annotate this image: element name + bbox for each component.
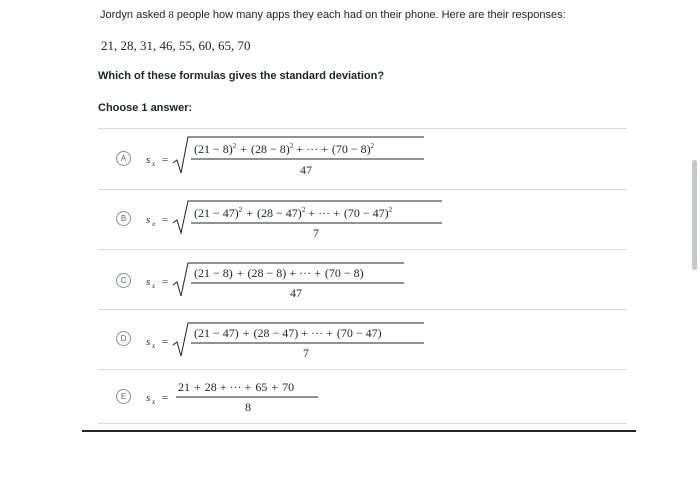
formula-c — [98, 249, 626, 309]
svg-text:(21 − 8)+(28 − 8)+ ··· +(70 − — [194, 266, 364, 280]
choice-b[interactable] — [98, 189, 626, 249]
plus-1: + — [246, 206, 254, 220]
square-2: 2 — [301, 206, 306, 214]
square-1: 2 — [238, 206, 243, 214]
lhs-equals: = — [162, 214, 169, 226]
formula-b — [98, 189, 626, 249]
formula-d — [98, 309, 626, 369]
choice-a[interactable] — [98, 129, 626, 189]
numerator-term-2: (28 − 8) — [251, 142, 290, 156]
lhs-s: s — [146, 276, 151, 288]
denominator: 7 — [313, 226, 319, 240]
square-1: 2 — [232, 142, 237, 150]
bottom-rule — [82, 430, 636, 432]
svg-text:(21 − 47)+(28 − 47)+ ··· +(70 — [194, 326, 382, 340]
question-intro — [100, 9, 566, 21]
ellipsis-terms: + ··· + — [308, 206, 340, 220]
ellipsis-terms: + ··· + — [219, 380, 252, 394]
plus-1: + — [194, 380, 201, 394]
lhs-subscript: x — [152, 220, 156, 228]
lhs-equals: = — [162, 154, 169, 166]
denominator: 47 — [300, 163, 312, 177]
denominator: 47 — [290, 286, 302, 300]
numerator-term-4: 70 — [282, 380, 295, 394]
choice-letter-c[interactable]: C — [116, 273, 131, 288]
numerator-term-1: 21 — [178, 380, 190, 394]
svg-text:(21 − 47)2+(28 − 47)2+ ··· +(7 — [194, 206, 393, 220]
plus-1: + — [242, 326, 250, 340]
denominator: 7 — [303, 346, 309, 360]
choice-c[interactable] — [98, 249, 626, 309]
intro-count: 8 — [168, 10, 174, 21]
square-2: 2 — [289, 142, 294, 150]
numerator-term-2: (28 − 47) — [253, 326, 299, 340]
plus-1: + — [240, 142, 248, 156]
lhs-s: s — [146, 154, 151, 166]
plus-2: + — [271, 380, 279, 394]
numerator-term-3: (70 − 47) — [343, 206, 389, 220]
formula-e — [98, 369, 626, 429]
lhs-subscript: x — [152, 398, 156, 406]
divider — [98, 423, 626, 424]
ellipsis-terms: + ··· + — [289, 266, 321, 280]
numerator-term-1: (21 − 47) — [194, 206, 239, 220]
denominator: 8 — [245, 400, 251, 414]
numerator-term-2: 28 — [204, 380, 217, 394]
square-3: 2 — [370, 142, 375, 150]
numerator-term-3: (70 − 47) — [336, 326, 382, 340]
intro-text-start: Jordyn asked — [100, 9, 169, 21]
intro-text-end: people how many apps they each had on their phone. Here are their responses: — [173, 9, 566, 21]
numerator-term-1: (21 − 8) — [194, 266, 233, 280]
lhs-s: s — [146, 392, 151, 404]
lhs-subscript: x — [152, 282, 156, 290]
numerator-term-1: (21 − 47) — [194, 326, 239, 340]
choice-e[interactable] — [98, 369, 626, 429]
ellipsis-terms: + ··· + — [296, 142, 328, 156]
choice-letter-d[interactable]: D — [116, 331, 131, 346]
choose-label: Choose 1 answer: — [98, 102, 193, 114]
choice-letter-e[interactable]: E — [116, 389, 131, 404]
ellipsis-terms: + ··· + — [301, 326, 333, 340]
numerator-term-2: (28 − 8) — [247, 266, 287, 280]
lhs-s: s — [146, 214, 151, 226]
choice-d[interactable] — [98, 309, 626, 369]
numerator-term-3: 65 — [255, 380, 268, 394]
square-3: 2 — [388, 206, 393, 214]
svg-text:21+28+ ··· +65+70 — [178, 380, 294, 394]
lhs-equals: = — [162, 392, 169, 404]
numerator-term-3: (70 − 8) — [331, 142, 371, 156]
question-prompt: Which of these formulas gives the standard deviation? — [98, 70, 385, 82]
numerator-term-2: (28 − 47) — [257, 206, 302, 220]
numerator-term-3: (70 − 8) — [324, 266, 364, 280]
lhs-s: s — [146, 336, 151, 348]
lhs-equals: = — [162, 336, 169, 348]
svg-text:(21 − 8)2+(28 − 8)2+ ··· +(70 — [194, 142, 375, 156]
lhs-equals: = — [162, 276, 169, 288]
lhs-subscript: x — [152, 160, 156, 168]
formula-a — [98, 129, 626, 189]
numerator-term-1: (21 − 8) — [194, 142, 233, 156]
choice-letter-a[interactable]: A — [116, 151, 131, 166]
choice-letter-b[interactable]: B — [116, 211, 131, 226]
plus-1: + — [236, 266, 244, 280]
lhs-subscript: x — [152, 342, 156, 350]
scrollbar-thumb[interactable] — [692, 160, 697, 270]
data-values: 21, 28, 31, 46, 55, 60, 65, 70 — [101, 38, 251, 53]
